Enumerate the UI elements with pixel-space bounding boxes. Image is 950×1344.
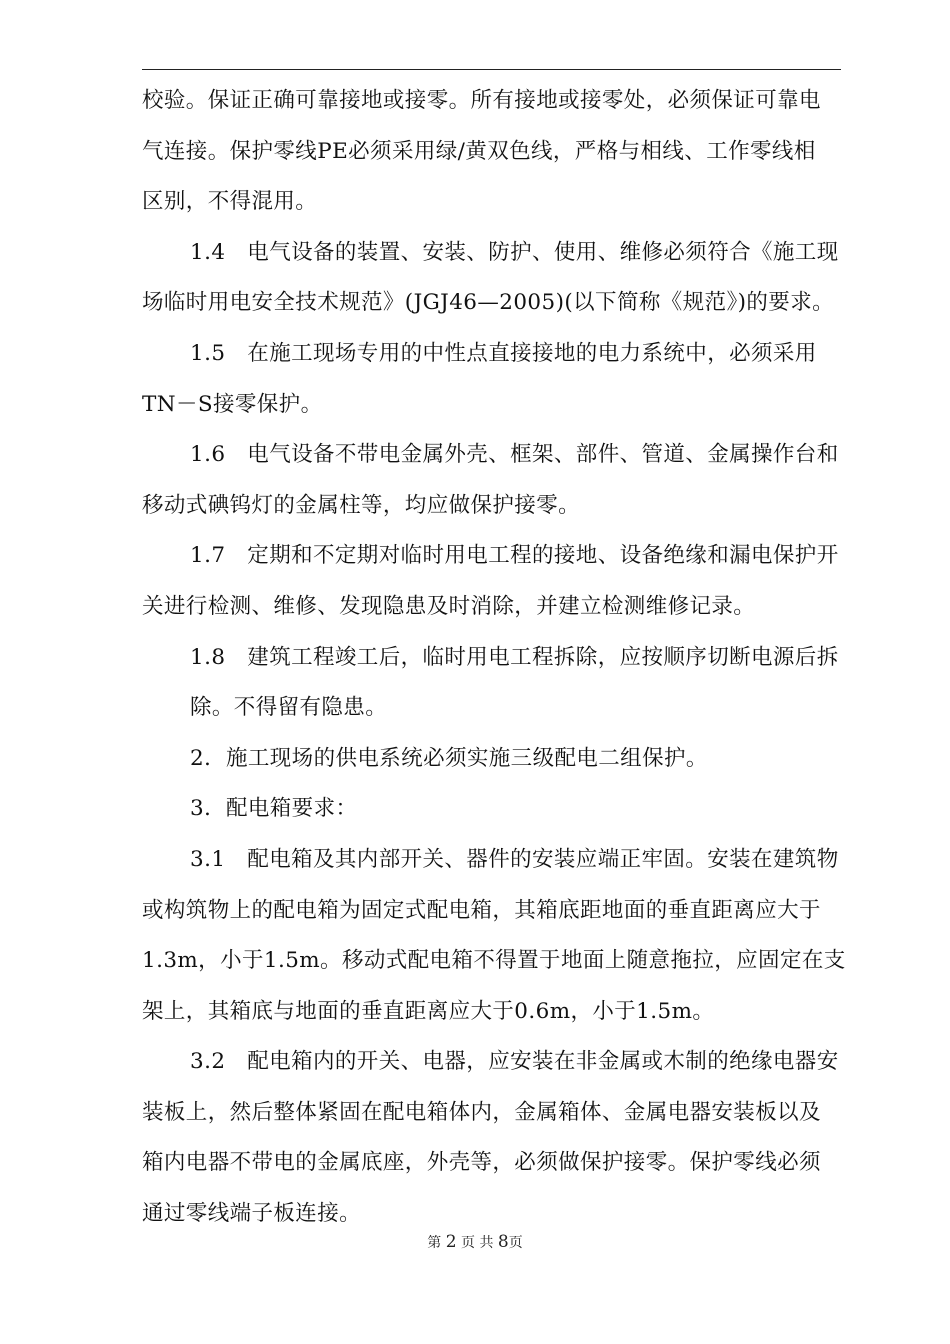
page-footer [0, 1232, 950, 1252]
footer-prefix: 第 [427, 1235, 442, 1251]
text-line: 除。不得留有隐患。 [190, 695, 388, 721]
text-line: 1.7 定期和不定期对临时用电工程的接地、设备绝缘和漏电保护开 [190, 543, 839, 569]
text-line: 场临时用电安全技术规范》(JGJ46—2005)(以下简称《规范》)的要求。 [142, 290, 834, 316]
text-line: 气连接。保护零线PE必须采用绿/黄双色线，严格与相线、工作零线相 [142, 138, 816, 164]
text-line: 移动式碘钨灯的金属柱等，均应做保护接零。 [142, 492, 581, 518]
text-line: 1.3m，小于1.5m。移动式配电箱不得置于地面上随意拖拉，应固定在支 [142, 948, 846, 974]
text-line: 校验。保证正确可靠接地或接零。所有接地或接零处，必须保证可靠电 [142, 88, 821, 113]
text-line: 1.6 电气设备不带电金属外壳、框架、部件、管道、金属操作台和 [190, 442, 839, 468]
footer-suffix: 页 [508, 1235, 523, 1251]
text-line: 架上，其箱底与地面的垂直距离应大于0.6m，小于1.5m。 [142, 998, 715, 1024]
text-line: 2．施工现场的供电系统必须实施三级配电二组保护。 [190, 745, 708, 771]
text-line: 区别，不得混用。 [142, 189, 318, 215]
text-line: 或构筑物上的配电箱为固定式配电箱，其箱底距地面的垂直距离应大于 [142, 897, 821, 923]
text-line: 3.2 配电箱内的开关、电器，应安装在非金属或木制的绝缘电器安 [190, 1049, 839, 1075]
text-line: 1.5 在施工现场专用的中性点直接接地的电力系统中，必须采用 [190, 340, 817, 366]
text-line: 3.1 配电箱及其内部开关、器件的安装应端正牢固。安装在建筑物 [190, 846, 839, 872]
text-line: 装板上，然后整体紧固在配电箱体内，金属箱体、金属电器安装板以及 [142, 1099, 821, 1125]
footer-page-number: 2 [445, 1232, 457, 1252]
text-line: TN－S接零保护。 [142, 391, 323, 417]
text-line: 3．配电箱要求： [190, 796, 358, 822]
text-line: 通过零线端子板连接。 [142, 1201, 362, 1227]
footer-total-pages: 8 [497, 1232, 509, 1252]
text-line: 箱内电器不带电的金属底座，外壳等，必须做保护接零。保护零线必须 [142, 1150, 821, 1176]
text-line: 1.4 电气设备的装置、安装、防护、使用、维修必须符合《施工现 [190, 239, 839, 265]
text-line: 关进行检测、维修、发现隐患及时消除，并建立检测维修记录。 [142, 593, 756, 619]
header-rule [142, 69, 841, 70]
document-body [142, 76, 862, 1240]
footer-middle: 页 共 [461, 1235, 494, 1251]
text-line: 1.8 建筑工程竣工后，临时用电工程拆除，应按顺序切断电源后拆 [190, 644, 839, 670]
